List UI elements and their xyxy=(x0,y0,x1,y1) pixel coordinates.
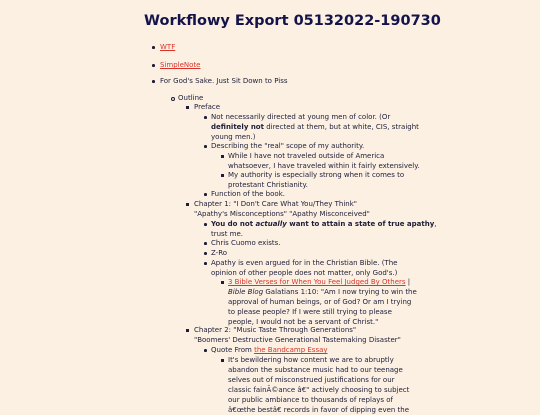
chapter-1-label: Chapter 1: "I Don't Care What You/They Think" xyxy=(194,200,357,208)
list-item: My authority is especially strong when it comes to xyxy=(228,171,405,179)
page-title: Workflowy Export 05132022-190730 xyxy=(144,13,441,29)
list-item-cont: to please people? If I were still trying to please xyxy=(228,308,392,316)
list-item: Apathy is even argued for in the Christian Bible. (The xyxy=(211,259,398,267)
list-item: Describing the "real" scope of my authority. xyxy=(211,142,365,150)
list-item: It's bewildering how content we are to abruptly xyxy=(228,356,394,364)
bullet-icon[interactable] xyxy=(204,349,207,352)
outline-label: Outline xyxy=(178,94,204,102)
list-item-cont: protestant Christianity. xyxy=(228,181,308,189)
bullet-square-icon[interactable] xyxy=(221,359,224,362)
italic-text: Bible Blog xyxy=(228,288,264,296)
list-item xyxy=(211,345,328,355)
chapter-1-subtitle: "Apathy's Misconceptions" "Apathy Misconceived" xyxy=(194,210,370,218)
bullet-icon[interactable] xyxy=(204,145,207,148)
bullet-square-icon[interactable] xyxy=(186,203,189,206)
list-item-cont: whatsoever, I have traveled within it fairly extensively. xyxy=(228,162,420,170)
text: Galatians 1:10: "Am I now trying to win the xyxy=(263,288,417,296)
list-item-cont xyxy=(211,122,419,132)
bullet-icon[interactable] xyxy=(152,64,155,67)
list-item: Z-Ro xyxy=(211,249,228,257)
list-item-cont: approval of human beings, or of God? Or am I trying xyxy=(228,298,412,306)
bullet-icon[interactable] xyxy=(204,223,207,226)
chapter-2-label: Chapter 2: "Music Taste Through Generations" xyxy=(194,326,357,334)
bandcamp-essay-link[interactable]: the Bandcamp Essay xyxy=(254,346,328,354)
list-item-cont: people, I would not be a servant of Christ." xyxy=(228,318,379,326)
list-item-cont: â€œthe bestâ€ records in favor of dipping even the xyxy=(228,406,410,414)
text: | xyxy=(405,278,411,286)
bullet-square-icon[interactable] xyxy=(221,281,224,284)
bullet-square-icon[interactable] xyxy=(221,155,224,158)
bullet-icon[interactable] xyxy=(204,242,207,245)
chapter-2-subtitle: "Boomers' Destructive Generational Tastemaking Disaster" xyxy=(194,336,401,344)
bold-text: definitely not xyxy=(211,123,264,131)
wtf-link[interactable]: WTF xyxy=(160,43,176,51)
bullet-square-icon[interactable] xyxy=(186,329,189,332)
italic-text: actually xyxy=(255,220,287,228)
list-item: While I have not traveled outside of America xyxy=(228,152,385,160)
text: directed at them, but at white, CIS, straight xyxy=(263,123,419,131)
list-item xyxy=(228,277,410,287)
bullet-icon[interactable] xyxy=(204,116,207,119)
list-item-cont xyxy=(228,287,417,297)
list-item xyxy=(211,219,437,229)
list-item[interactable] xyxy=(160,60,200,70)
bullet-icon[interactable] xyxy=(204,193,207,196)
list-item: For God's Sake. Just Sit Down to Piss xyxy=(160,77,288,85)
bullet-icon[interactable] xyxy=(204,262,207,265)
list-item-cont: trust me. xyxy=(211,230,244,238)
text: You do not xyxy=(211,220,256,228)
list-item-cont: opinion of other people does not matter, only God's.) xyxy=(211,269,398,277)
bullet-icon[interactable] xyxy=(204,252,207,255)
list-item: Function of the book. xyxy=(211,190,285,198)
bullet-open-icon[interactable] xyxy=(171,97,175,101)
text: want to attain a state of true apathy xyxy=(286,220,435,228)
preface-label: Preface xyxy=(194,103,221,111)
text: Quote From xyxy=(211,346,255,354)
bullet-icon[interactable] xyxy=(152,46,155,49)
bullet-square-icon[interactable] xyxy=(186,106,189,109)
list-item: Not necessarily directed at young men of color. (Or xyxy=(211,113,391,121)
list-item-cont: young men.) xyxy=(211,133,256,141)
bullet-square-icon[interactable] xyxy=(221,174,224,177)
list-item-cont: abandon the substance music had to our teenage xyxy=(228,366,403,374)
bible-verses-link[interactable]: 3 Bible Verses for When You Feel Judged By Others xyxy=(228,278,406,286)
text: , xyxy=(434,220,437,228)
bold-text xyxy=(211,220,437,228)
list-item[interactable] xyxy=(160,42,175,52)
bullet-icon[interactable] xyxy=(152,80,155,83)
list-item: Chris Cuomo exists. xyxy=(211,239,281,247)
list-item-cont: our public ambiance to thousands of replays of xyxy=(228,396,393,404)
list-item-cont: selves out of misconstrued justifications for our xyxy=(228,376,395,384)
simplenote-link[interactable]: SimpleNote xyxy=(160,61,201,69)
list-item-cont: classic fainÃ©ance â€" actively choosing to subject xyxy=(228,386,410,394)
